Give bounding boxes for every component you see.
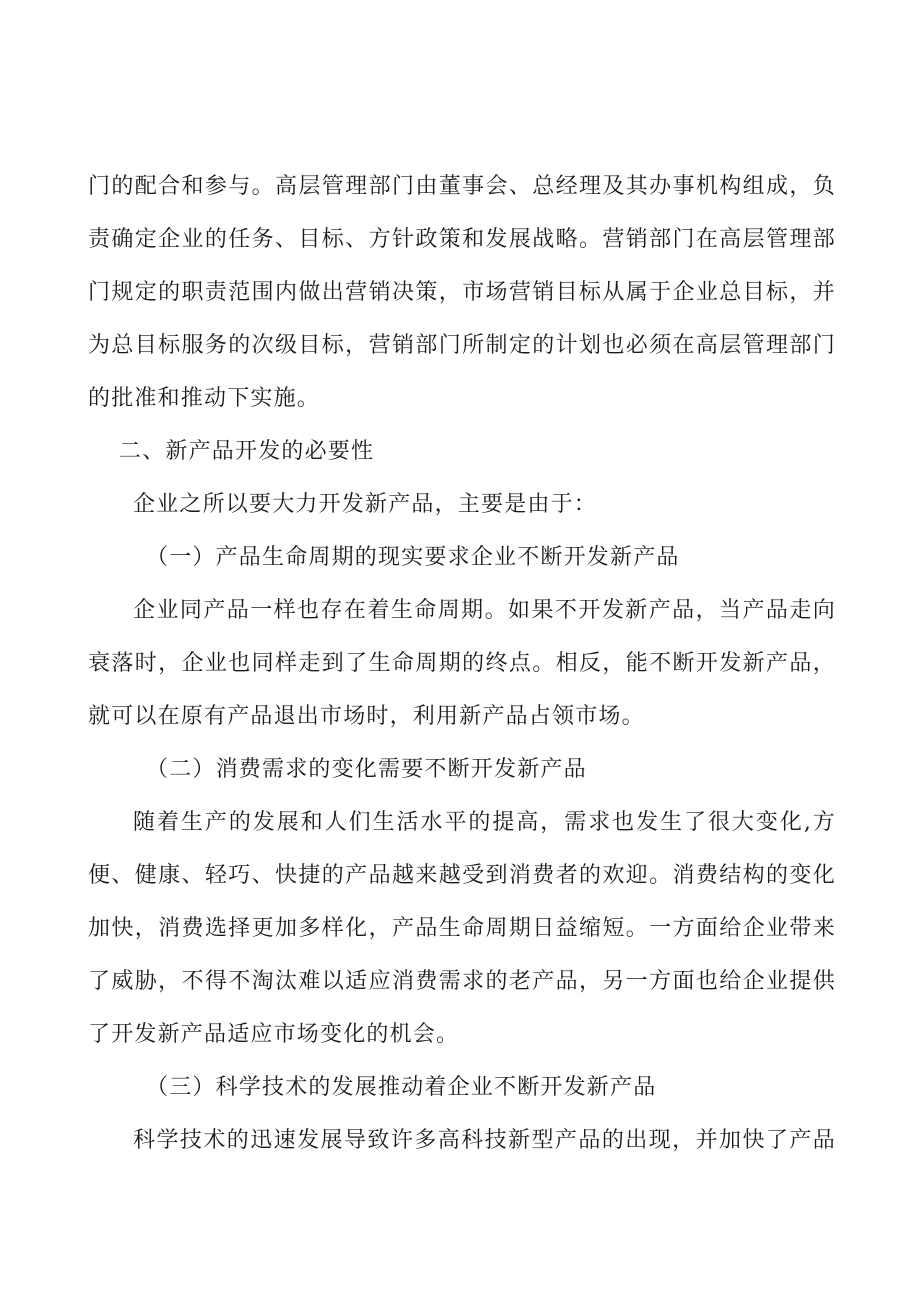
text-line: 了开发新产品适应市场变化的机会。 xyxy=(88,1022,460,1047)
text-line: 门的配合和参与。高层管理部门由董事会、总经理及其办事机构组成，负 xyxy=(88,174,836,199)
subsection-heading: （二）消费需求的变化需要不断开发新产品 xyxy=(146,757,587,782)
text-line: 衰落时，企业也同样走到了生命周期的终点。相反，能不断开发新产品， xyxy=(88,651,836,676)
text-line: 企业同产品一样也存在着生命周期。如果不开发新产品，当产品走向 xyxy=(133,598,836,623)
text-line: 加快，消费选择更加多样化，产品生命周期日益缩短。一方面给企业带来 xyxy=(88,916,836,941)
section-heading: 二、新产品开发的必要性 xyxy=(119,439,375,464)
text-line: 企业之所以要大力开发新产品，主要是由于： xyxy=(133,492,598,517)
text-line: 便、健康、轻巧、快捷的产品越来越受到消费者的欢迎。消费结构的变化 xyxy=(88,863,836,888)
text-line: 门规定的职责范围内做出营销决策，市场营销目标从属于企业总目标，并 xyxy=(88,280,836,305)
text-line: 的批准和推动下实施。 xyxy=(88,386,321,411)
text-line: 就可以在原有产品退出市场时，利用新产品占领市场。 xyxy=(88,704,645,729)
text-line: 了威胁，不得不淘汰难以适应消费需求的老产品，另一方面也给企业提供 xyxy=(88,969,836,994)
text-line: 随着生产的发展和人们生活水平的提高，需求也发生了很大变化,方 xyxy=(133,810,836,835)
text-line: 科学技术的迅速发展导致许多高科技新型产品的出现，并加快了产品 xyxy=(133,1128,836,1153)
subsection-heading: （一）产品生命周期的现实要求企业不断开发新产品 xyxy=(146,545,680,570)
text-line: 为总目标服务的次级目标，营销部门所制定的计划也必须在高层管理部门 xyxy=(88,333,836,358)
subsection-heading: （三）科学技术的发展推动着企业不断开发新产品 xyxy=(146,1075,657,1100)
text-line: 责确定企业的任务、目标、方针政策和发展战略。营销部门在高层管理部 xyxy=(88,227,836,252)
